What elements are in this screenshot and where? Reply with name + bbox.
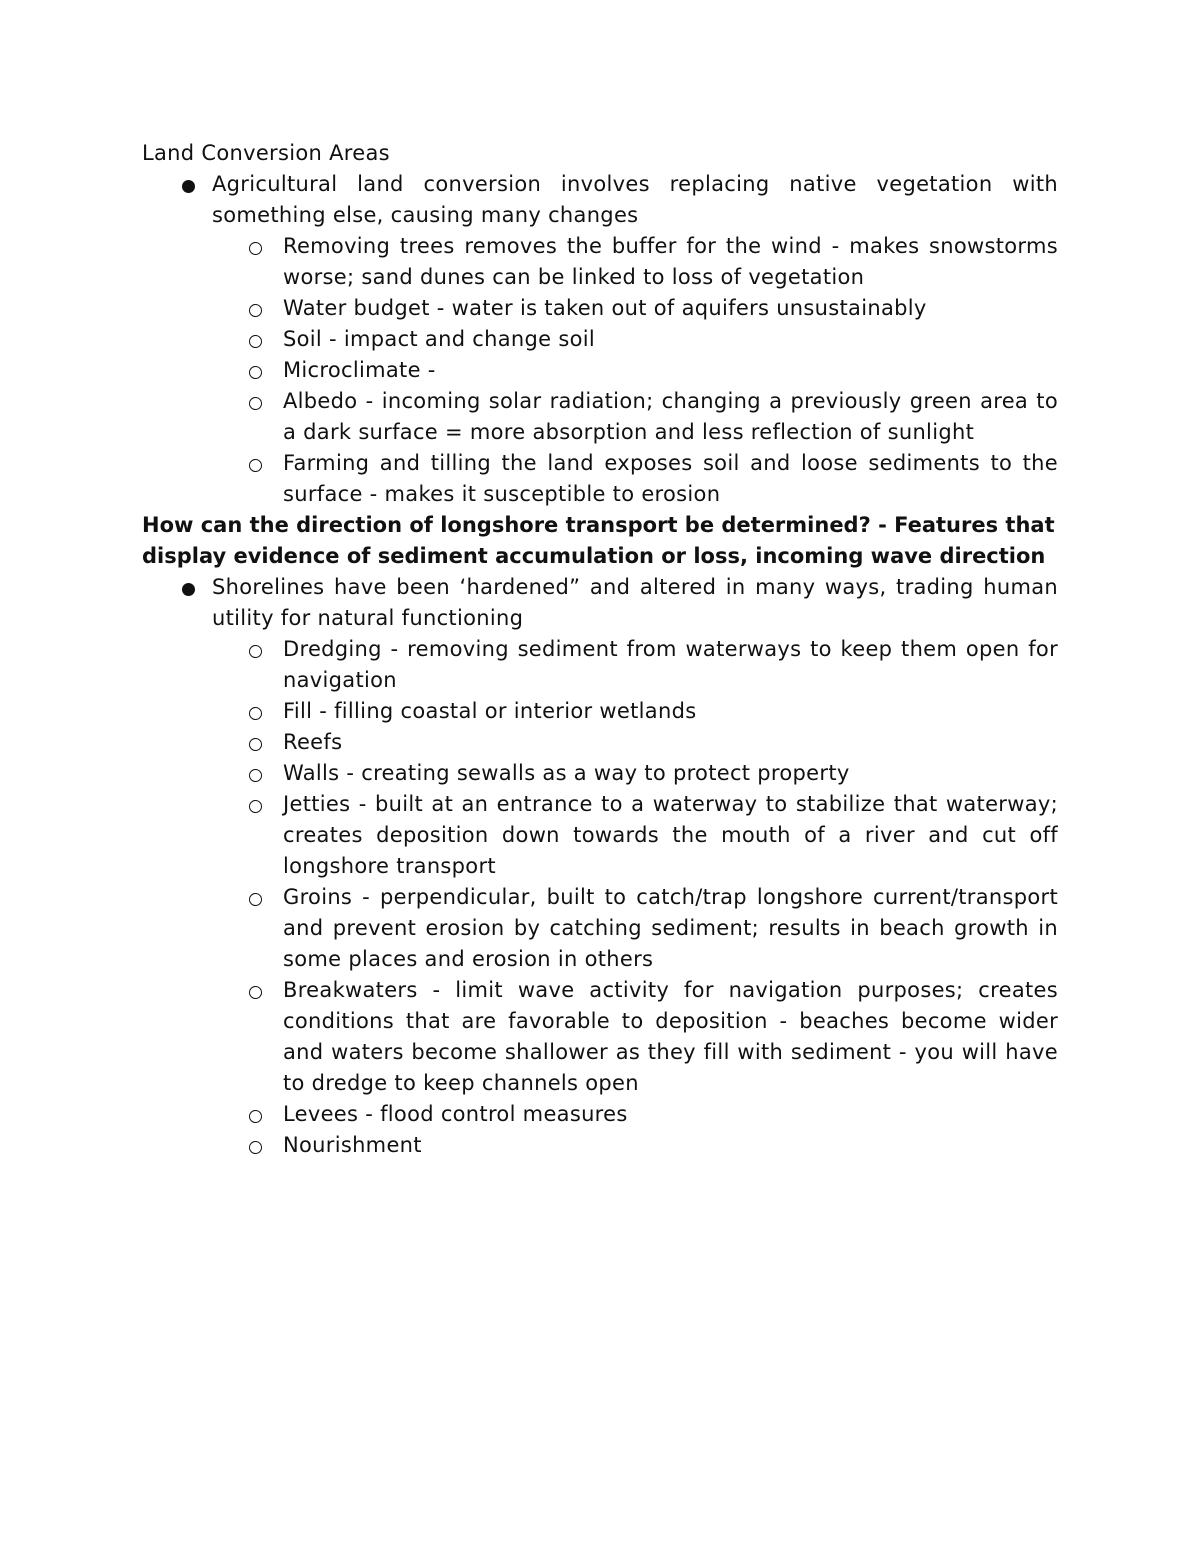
sub-list-item [142,355,1058,386]
bullet-list-shorelines [142,572,1058,1161]
sub-list-item [142,293,1058,324]
hollow-bullet-icon [249,707,262,720]
hollow-bullet-icon [249,800,262,813]
sub-list-item [142,727,1058,758]
sub-list-item [142,386,1058,448]
sub-list [212,634,1058,1161]
sub-list [212,231,1058,510]
sub-list-item [142,696,1058,727]
sub-list-item-text: Levees - flood control measures [283,1102,628,1126]
sub-list-item-text: Groins - perpendicular, built to catch/trap longshore current/transport and prevent erosion by catching sediment; results in beach growth in some places and erosion in others [283,885,1058,971]
sub-list-item [142,1130,1058,1161]
hollow-bullet-icon [249,459,262,472]
sub-list-item-text: Reefs [283,730,343,754]
sub-list-item-text: Breakwaters - limit wave activity for navigation purposes; creates conditions that are favorable to deposition - beaches become wider and waters become shallower as they fill with sediment - you will have to dredge to keep channels open [283,978,1058,1095]
hollow-bullet-icon [249,893,262,906]
sub-list-item-text: Dredging - removing sediment from waterways to keep them open for navigation [283,637,1058,692]
hollow-bullet-icon [249,1141,262,1154]
sub-list-item [142,231,1058,293]
hollow-bullet-icon [249,1110,262,1123]
sub-list-item [142,448,1058,510]
sub-list-item [142,1099,1058,1130]
sub-list-item-text: Walls - creating sewalls as a way to protect property [283,761,850,785]
sub-list-item [142,975,1058,1099]
filled-bullet-icon [182,180,195,193]
sub-list-item-text: Soil - impact and change soil [283,327,596,351]
hollow-bullet-icon [249,335,262,348]
hollow-bullet-icon [249,366,262,379]
sub-list-item-text: Nourishment [283,1133,422,1157]
sub-list-item-text: Microclimate - [283,358,436,382]
filled-bullet-icon [182,583,195,596]
sub-list-item-text: Farming and tilling the land exposes soil and loose sediments to the surface - makes it susceptible to erosion [283,451,1058,506]
hollow-bullet-icon [249,304,262,317]
section-heading-land-conversion: Land Conversion Areas [142,141,390,165]
sub-list-item-text: Water budget - water is taken out of aquifers unsustainably [283,296,927,320]
sub-list-item-text: Jetties - built at an entrance to a waterway to stabilize that waterway; creates deposition down towards the mouth of a river and cut off longshore transport [283,792,1058,878]
hollow-bullet-icon [249,397,262,410]
sub-list-item [142,882,1058,975]
list-item-text: Shorelines have been ‘hardened” and altered in many ways, trading human utility for natural functioning [212,575,1058,630]
hollow-bullet-icon [249,242,262,255]
sub-list-item [142,789,1058,882]
list-item [142,169,1058,510]
document-page [142,138,1058,1161]
hollow-bullet-icon [249,769,262,782]
list-item-text: Agricultural land conversion involves replacing native vegetation with something else, causing many changes [212,172,1058,227]
hollow-bullet-icon [249,738,262,751]
hollow-bullet-icon [249,986,262,999]
section-heading-longshore-transport: How can the direction of longshore transport be determined? - Features that display evidence of sediment accumulation or loss, incoming wave direction [142,513,1055,568]
sub-list-item-text: Fill - filling coastal or interior wetlands [283,699,697,723]
sub-list-item-text: Albedo - incoming solar radiation; changing a previously green area to a dark surface = more absorption and less reflection of sunlight [283,389,1058,444]
bullet-list-land-conversion [142,169,1058,510]
sub-list-item [142,634,1058,696]
list-item [142,572,1058,1161]
sub-list-item [142,758,1058,789]
hollow-bullet-icon [249,645,262,658]
sub-list-item-text: Removing trees removes the buffer for the wind - makes snowstorms worse; sand dunes can be linked to loss of vegetation [283,234,1058,289]
sub-list-item [142,324,1058,355]
